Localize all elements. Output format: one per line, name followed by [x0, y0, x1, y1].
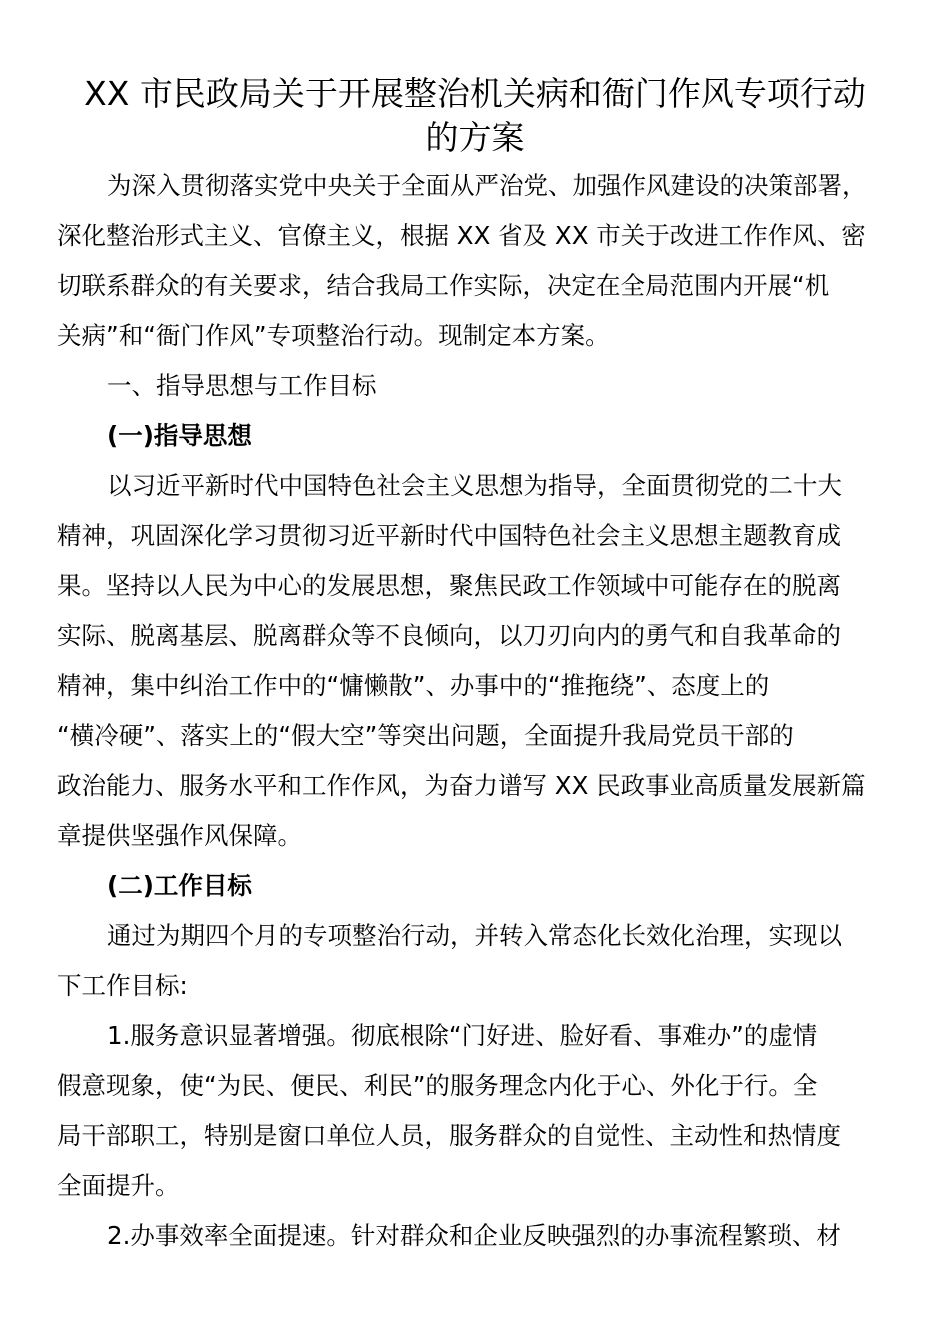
subheading-work-goals: (二)工作目标 [107, 871, 252, 900]
goal-1-line-4: 全面提升。 [57, 1171, 180, 1200]
subheading-guiding-thought: (一)指导思想 [107, 421, 252, 450]
guiding-line-1: 以习近平新时代中国特色社会主义思想为指导，全面贯彻党的二十大 [107, 471, 842, 500]
intro-line-2: 深化整治形式主义、官僚主义，根据 XX 省及 XX 市关于改进工作作风、密 [57, 221, 866, 250]
goals-line-2: 下工作目标: [57, 971, 188, 1000]
intro-line-1: 为深入贯彻落实党中央关于全面从严治党、加强作风建设的决策部署， [107, 171, 867, 200]
document-title-line-2: 的方案 [425, 118, 525, 157]
goal-2-line-1: 2.办事效率全面提速。针对群众和企业反映强烈的办事流程繁琐、材 [107, 1221, 841, 1250]
section-heading-1: 一、指导思想与工作目标 [107, 371, 377, 400]
guiding-line-8: 章提供坚强作风保障。 [57, 821, 302, 850]
document-title-line-1: XX 市民政局关于开展整治机关病和衙门作风专项行动 [84, 74, 866, 113]
intro-line-3: 切联系群众的有关要求，结合我局工作实际，决定在全局范围内开展“机 [57, 271, 830, 300]
guiding-line-5: 精神，集中纠治工作中的“慵懒散”、办事中的“推拖绕”、态度上的 [57, 671, 770, 700]
goal-1-line-3: 局干部职工，特别是窗口单位人员，服务群众的自觉性、主动性和热情度 [57, 1121, 841, 1150]
intro-line-4: 关病”和“衙门作风”专项整治行动。现制定本方案。 [57, 321, 610, 350]
guiding-line-7: 政治能力、服务水平和工作作风，为奋力谱写 XX 民政事业高质量发展新篇 [57, 771, 866, 800]
goal-1-line-2: 假意现象，使“为民、便民、利民”的服务理念内化于心、外化于行。全 [57, 1071, 818, 1100]
guiding-line-3: 果。坚持以人民为中心的发展思想，聚焦民政工作领域中可能存在的脱离 [57, 571, 841, 600]
guiding-line-2: 精神，巩固深化学习贯彻习近平新时代中国特色社会主义思想主题教育成 [57, 521, 841, 550]
goal-1-line-1: 1.服务意识显著增强。彻底根除“门好进、脸好看、事难办”的虚情 [107, 1021, 818, 1050]
guiding-line-6: “横冷硬”、落实上的“假大空”等突出问题，全面提升我局党员干部的 [57, 721, 794, 750]
guiding-line-4: 实际、脱离基层、脱离群众等不良倾向，以刀刃向内的勇气和自我革命的 [57, 621, 841, 650]
goals-line-1: 通过为期四个月的专项整治行动，并转入常态化长效化治理，实现以 [107, 921, 842, 950]
